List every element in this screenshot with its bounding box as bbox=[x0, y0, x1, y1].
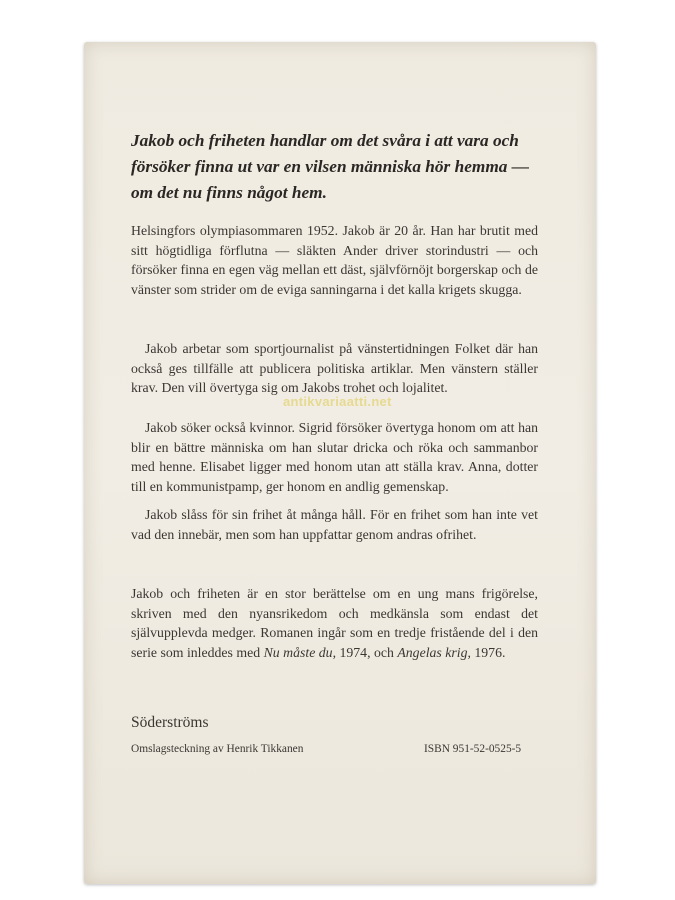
closing-paragraph bbox=[131, 584, 538, 662]
closing-text-before: Jakob och friheten är en stor berättelse om en ung mans frigörelse, skriven med den nyansrikedom och medkänsla som endast det självupplevda medger. Romanen ingår som en tredje fristående del i den serie som inleddes med bbox=[131, 586, 538, 660]
closing-text-mid: , 1974, och bbox=[332, 644, 398, 660]
synopsis-paragraph-3: Jakob söker också kvinnor. Sigrid försöker övertyga honom om att han blir en bättre människa om han slutar dricka och röka och sammanbor med henne. Elisabet ligger med honom utan att ställa krav. Anna, dotter till en kommunistpamp, ger honom en andlig gemenskap. bbox=[131, 420, 538, 494]
synopsis-paragraph-2: Jakob arbetar som sportjournalist på vänstertidningen Folket där han också ges tillfälle att publicera politiska artiklar. Men vänstern ställer krav. Den vill övertyga sig om Jakobs trohet och lojalitet. bbox=[131, 341, 538, 396]
cover-tagline: Jakob och friheten handlar om det svåra i att vara och försöker finna ut var en vilsen människa hör hemma — om det nu finns något hem. bbox=[131, 131, 530, 202]
cover-credit: Omslagsteckning av Henrik Tikkanen bbox=[131, 743, 304, 755]
publisher-name: Söderströms bbox=[131, 714, 209, 731]
synopsis-paragraph-4: Jakob slåss för sin frihet åt många håll. För en frihet som han inte vet vad den innebär, men som han uppfattar genom andras ofrihet. bbox=[131, 507, 538, 542]
watermark: antikvariaatti.net bbox=[283, 394, 392, 409]
isbn: ISBN 951-52-0525-5 bbox=[424, 743, 522, 755]
closing-text-end: , 1976. bbox=[467, 644, 506, 660]
series-title-2: Angelas krig bbox=[397, 644, 468, 660]
series-title-1: Nu måste du bbox=[263, 644, 333, 660]
synopsis-paragraph-1: Helsingfors olympiasommaren 1952. Jakob är 20 år. Han har brutit med sitt högtidliga förflutna — släkten Ander driver storindustri — och försöker finna en egen väg mellan ett däst, självförnöjt borgerskap och de vänster som strider om de eviga sanningarna i det kalla krigets skugga. bbox=[131, 223, 538, 297]
